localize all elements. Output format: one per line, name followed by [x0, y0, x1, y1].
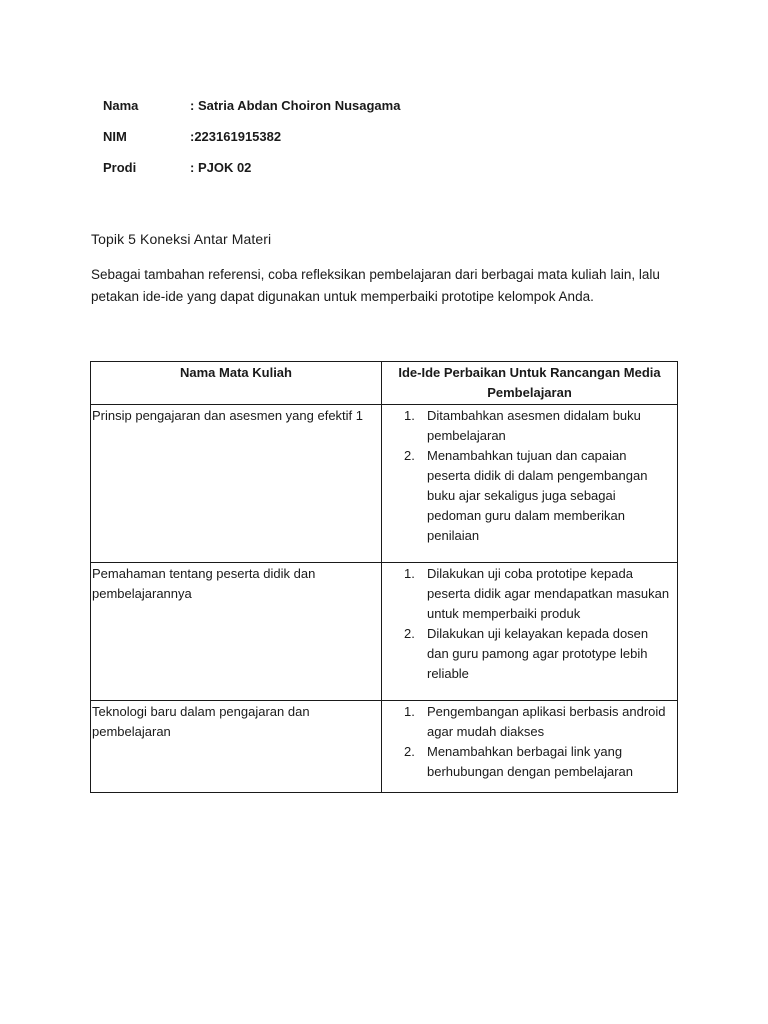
topic-title: Topik 5 Koneksi Antar Materi: [91, 231, 272, 247]
course-cell: Teknologi baru dalam pengajaran dan pembelajaran: [91, 701, 382, 793]
intro-paragraph: Sebagai tambahan referensi, coba refleksikan pembelajaran dari berbagai mata kuliah lain, lalu petakan ide-ide yang dapat digunakan untuk memperbaiki prototipe kelompok Anda.: [91, 267, 660, 304]
course-cell: Prinsip pengajaran dan asesmen yang efektif 1: [91, 405, 382, 563]
ideas-list: [386, 702, 673, 782]
identity-value: : Satria Abdan Choiron Nusagama: [190, 98, 401, 113]
idea-number: 2.: [404, 626, 415, 641]
idea-number: 1.: [404, 566, 415, 581]
table-row: [91, 701, 678, 793]
idea-number: 1.: [404, 408, 415, 423]
identity-value: :223161915382: [190, 129, 282, 144]
header-course: Nama Mata Kuliah: [91, 362, 382, 405]
idea-item: [386, 742, 673, 782]
idea-number: 2.: [404, 744, 415, 759]
ideas-cell: [382, 563, 678, 701]
idea-number: 2.: [404, 448, 415, 463]
idea-text: Menambahkan berbagai link yang berhubungan dengan pembelajaran: [427, 744, 634, 779]
ideas-cell: [382, 701, 678, 793]
idea-number: 1.: [404, 704, 415, 719]
idea-text: Dilakukan uji coba prototipe kepada peserta didik agar mendapatkan masukan untuk memperbaiki produk: [427, 566, 670, 621]
identity-label: Prodi: [103, 160, 137, 175]
ideas-list: [386, 406, 673, 546]
ideas-cell: [382, 405, 678, 563]
identity-value: : PJOK 02: [190, 160, 252, 175]
identity-label: Nama: [103, 98, 139, 113]
header-ideas: Ide-Ide Perbaikan Untuk Rancangan Media Pembelajaran: [382, 362, 678, 405]
table-row: [91, 563, 678, 701]
table-header-row: [91, 362, 678, 405]
idea-text: Pengembangan aplikasi berbasis android agar mudah diakses: [427, 704, 666, 739]
course-cell: Pemahaman tentang peserta didik dan pembelajarannya: [91, 563, 382, 701]
idea-item: [386, 702, 673, 742]
idea-text: Menambahkan tujuan dan capaian peserta didik di dalam pengembangan buku ajar sekaligus juga sebagai pedoman guru dalam memberikan penilaian: [427, 448, 648, 543]
ideas-list: [386, 564, 673, 684]
idea-item: [386, 624, 673, 684]
ideas-table: [90, 361, 678, 793]
idea-text: Dilakukan uji kelayakan kepada dosen dan guru pamong agar prototype lebih reliable: [427, 626, 649, 681]
idea-item: [386, 406, 673, 446]
idea-item: [386, 446, 673, 546]
idea-text: Ditambahkan asesmen didalam buku pembelajaran: [427, 408, 641, 443]
identity-label: NIM: [103, 129, 127, 144]
idea-item: [386, 564, 673, 624]
table-row: [91, 405, 678, 563]
